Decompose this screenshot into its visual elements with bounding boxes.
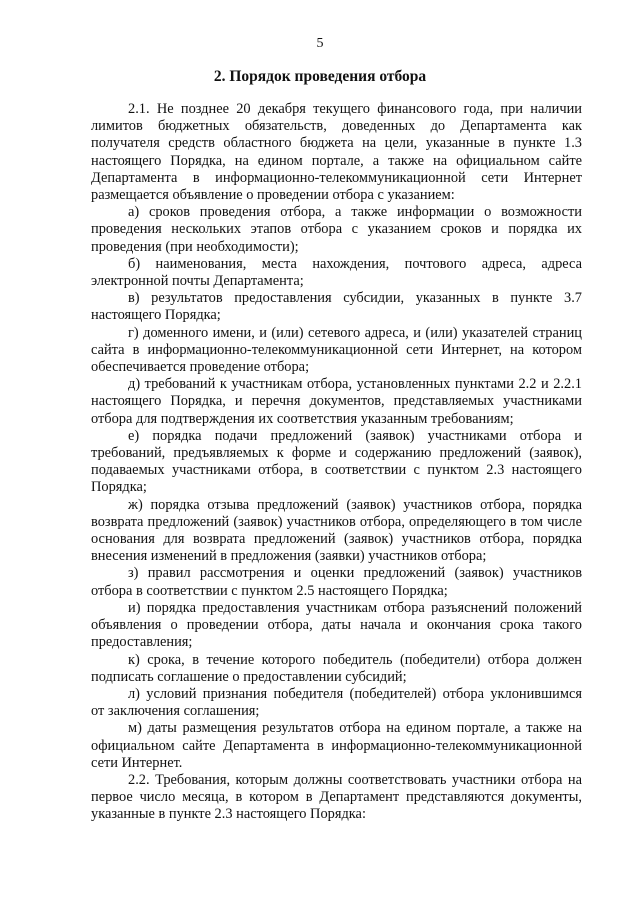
paragraph-item-g: г) доменного имени, и (или) сетевого адреса, и (или) указателей страниц сайта в информационно-телекоммуникационной сети Интернет, на котором обеспечивается проведение отбора;: [91, 324, 582, 376]
paragraph-item-zh: ж) порядка отзыва предложений (заявок) участников отбора, порядка возврата предложений (заявок) участников отбора, определяющего в том числе основания для возврата предложений (заявок) участников отбора, порядка внесения изменений в предложения (заявки) участников отбора;: [91, 496, 582, 565]
paragraph-item-z: з) правил рассмотрения и оценки предложений (заявок) участников отбора в соответствии с пунктом 2.5 настоящего Порядка;: [91, 565, 582, 599]
paragraph-item-m: м) даты размещения результатов отбора на едином портале, а также на официальном сайте Департамента в информационно-телекоммуникационной сети Интернет.: [91, 720, 582, 771]
section-body: [91, 101, 582, 824]
paragraph-2-2: 2.2. Требования, которым должны соответствовать участники отбора на первое число месяца, в котором в Департамент представляются документы, указанные в пункте 2.3 настоящего Порядка:: [91, 771, 582, 823]
paragraph-item-a: а) сроков проведения отбора, а также информации о возможности проведения нескольких этапов отбора с указанием сроков и порядка их проведения (при необходимости);: [91, 204, 582, 255]
paragraph-item-l: л) условий признания победителя (победителей) отбора уклонившимся от заключения соглашения;: [91, 685, 582, 720]
paragraph-item-e: е) порядка подачи предложений (заявок) участниками отбора и требований, предъявляемых к форме и содержанию предложений (заявок), подаваемых участниками отбора, в соответствии с пунктом 2.3 настоящего Порядка;: [91, 427, 582, 496]
paragraph-item-d: д) требований к участникам отбора, установленных пунктами 2.2 и 2.2.1 настоящего Порядка, и перечня документов, представляемых участниками отбора для подтверждения их соответствия указанным требованиям;: [91, 376, 582, 427]
paragraph-item-k: к) срока, в течение которого победитель (победители) отбора должен подписать соглашение о предоставлении субсидий;: [91, 651, 582, 685]
paragraph-item-b: б) наименования, места нахождения, почтового адреса, адреса электронной почты Департамента;: [91, 255, 582, 290]
paragraph-item-i: и) порядка предоставления участникам отбора разъяснений положений объявления о проведении отбора, даты начала и окончания срока такого предоставления;: [91, 599, 582, 651]
section-title: 2. Порядок проведения отбора: [213, 68, 427, 85]
paragraph-2-1: 2.1. Не позднее 20 декабря текущего финансового года, при наличии лимитов бюджетных обязательств, доведенных до Департамента как получателя средств областного бюджета на цели, указанные в пункте 1.3 настоящего Порядка, на едином портале, а также на официальном сайте Департамента в информационно-телекоммуникационной сети Интернет размещается объявление о проведении отбора с указанием:: [91, 101, 582, 204]
page-number: 5: [316, 36, 324, 51]
paragraph-item-v: в) результатов предоставления субсидии, указанных в пункте 3.7 настоящего Порядка;: [91, 290, 582, 324]
